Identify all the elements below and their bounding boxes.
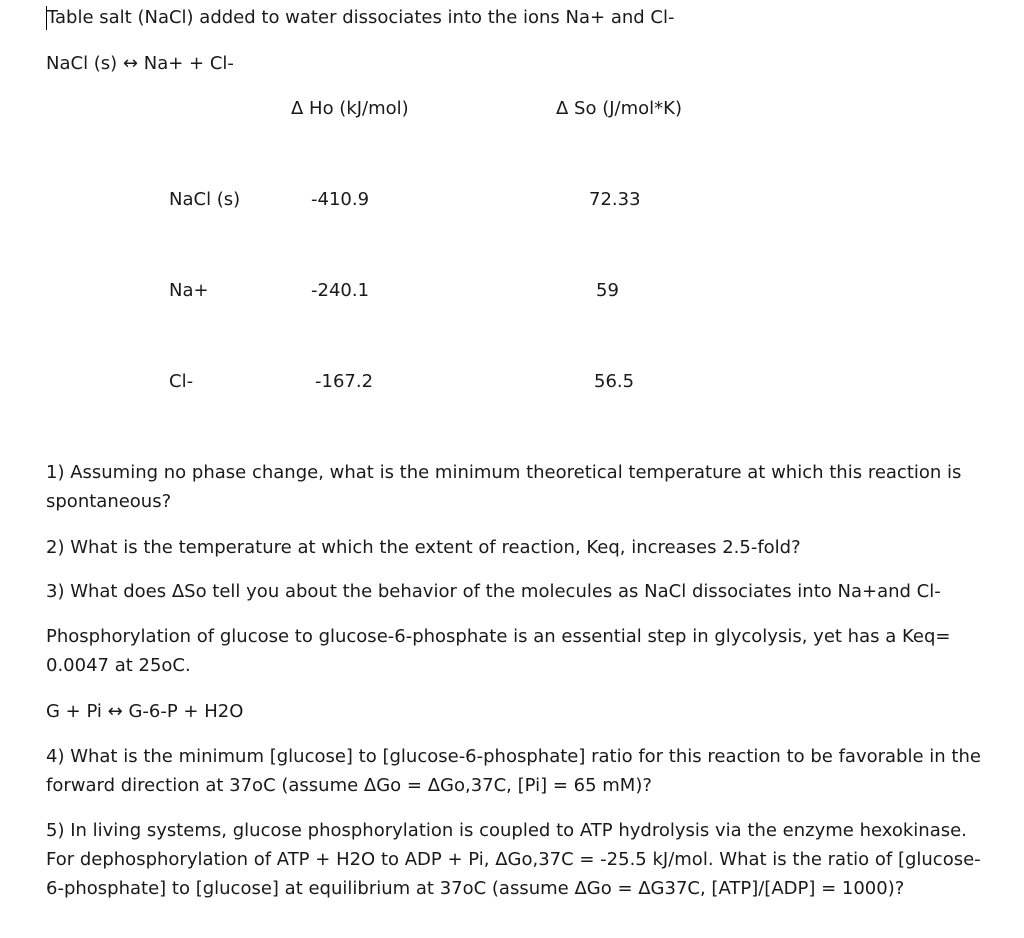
question-3: 3) What does ΔSo tell you about the behavior of the molecules as NaCl dissociates into Na+and Cl- [46,581,941,602]
glucose-paragraph: Phosphorylation of glucose to glucose-6-phosphate is an essential step in glycolysis, yet has a Keq= 0.0047 at 25oC. [46,626,951,676]
header-entropy: Δ So (J/mol*K) [556,98,682,119]
species-na: Na+ [169,280,209,301]
enthalpy-na: -240.1 [311,280,370,301]
entropy-nacl: 72.33 [589,189,641,210]
header-enthalpy: Δ Ho (kJ/mol) [291,98,409,119]
entropy-cl: 56.5 [594,371,635,392]
glucose-equation: G + Pi ↔ G-6-P + H2O [46,701,244,722]
question-4: 4) What is the minimum [glucose] to [glucose-6-phosphate] ratio for this reaction to be favorable in the forward direction at 37oC (assume ΔGo = ΔGo,37C, [Pi] = 65 mM)? [46,746,981,796]
enthalpy-nacl: -410.9 [311,189,370,210]
intro-text: Table salt (NaCl) added to water dissociates into the ions Na+ and Cl- [47,7,675,28]
species-cl: Cl- [169,371,194,392]
question-1: 1) Assuming no phase change, what is the minimum theoretical temperature at which this reaction is spontaneous? [46,462,962,512]
dissociation-equation: NaCl (s) ↔ Na+ + Cl- [46,53,234,74]
enthalpy-cl: -167.2 [315,371,374,392]
question-5: 5) In living systems, glucose phosphorylation is coupled to ATP hydrolysis via the enzyme hexokinase. For dephosphorylation of ATP + H2O to ADP + Pi, ΔGo,37C = -25.5 kJ/mol. What is the ratio of [glucose-6-phosphate] to [glucose] at equilibrium at 37oC (assume ΔGo = ΔG37C, [ATP]/[ADP] = 1000)? [46,820,981,899]
question-2: 2) What is the temperature at which the extent of reaction, Keq, increases 2.5-fold? [46,537,801,558]
entropy-na: 59 [596,280,619,301]
species-nacl: NaCl (s) [169,189,241,210]
